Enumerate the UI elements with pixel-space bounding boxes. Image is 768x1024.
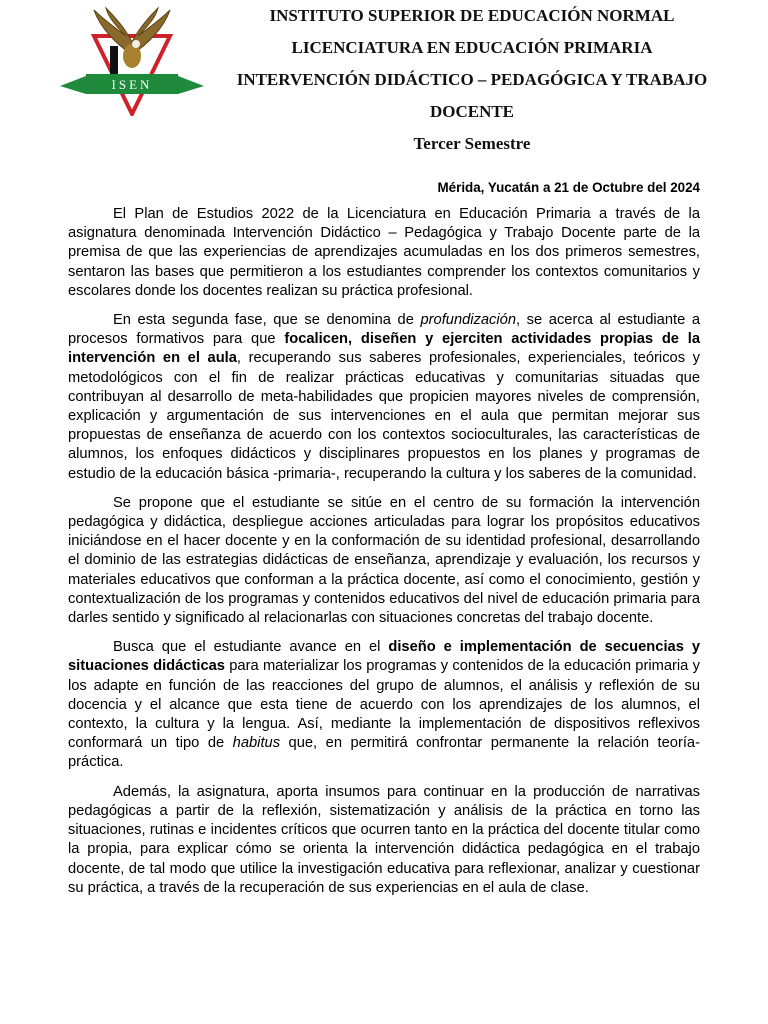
isen-logo — [56, 6, 208, 116]
document-body — [68, 205, 700, 908]
document-header — [222, 0, 722, 160]
institution-title: INSTITUTO SUPERIOR DE EDUCACIÓN NORMAL — [269, 6, 675, 25]
paragraph-3: Se propone que el estudiante se sitúe en el centro de su formación la intervención pedagógica y didáctica, despliegue acciones articuladas para lograr los propósitos educativos iniciándose en el hacer docente y en la conformación de su identidad profesional, desarrollando el dominio de las estrategias didácticas de enseñanza, aprendizaje y evaluación, los recursos y materiales educativos que conforman a la práctica docente, así como el conocimiento, gestión y contextualización de los programas y contenidos educativos del nivel de educación primaria para darles sentido y significado al relacionarlas con situaciones concretas del trabajo docente. — [68, 494, 700, 627]
semester-label: Tercer Semestre — [413, 134, 531, 153]
paragraph-4: Busca que el estudiante avance en el diseño e implementación de secuencias y situaciones didácticas para materializar los programas y contenidos de la educación primaria y los adapte en función de las reacciones del grupo de alumnos, el análisis y reflexión de su docencia y el alcance que esta tiene de acuerdo con los aprendizajes de los alumnos, el contexto, la cultura y la lengua. Así, mediante la implementación de dispositivos reflexivos conformará un tipo de habitus que, en permitirá confrontar permanente la relación teoría-práctica. — [68, 639, 700, 771]
program-title: LICENCIATURA EN EDUCACIÓN PRIMARIA — [291, 38, 653, 57]
logo-text: ISEN — [111, 77, 153, 92]
course-title-line2: DOCENTE — [429, 102, 515, 121]
course-title-line1: INTERVENCIÓN DIDÁCTICO – PEDAGÓGICA Y TRABAJO — [236, 70, 708, 89]
paragraph-5: Además, la asignatura, aporta insumos para continuar en la producción de narrativas pedagógicas a partir de la reflexión, sistematización y análisis de la práctica en torno las situaciones, rutinas e incidentes críticos que ocurren tanto en la práctica del docente titular como la propia, para explicar cómo se orienta la intervención didáctica pedagógica en el trabajo docente, de tal modo que utilice la investigación educativa para reflexionar, analizar y cuestionar su práctica, a través de la recuperación de sus experiencias en el aula de clase. — [68, 783, 700, 896]
paragraph-1: El Plan de Estudios 2022 de la Licenciatura en Educación Primaria a través de la asignatura denominada Intervención Didáctico – Pedagógica y Trabajo Docente parte de la premisa de que las experiencias de aprendizajes acumuladas en los dos primeros semestres, sentaron las bases que permitieron a los estudiantes comprender los contextos comunitarios y escolares donde los docentes realizan su práctica profesional. — [68, 206, 700, 299]
document-date: Mérida, Yucatán a 21 de Octubre del 2024 — [437, 180, 700, 195]
paragraph-2: En esta segunda fase, que se denomina de profundización, se acerca al estudiante a procesos formativos para que focalicen, diseñen y ejerciten actividades propias de la intervención en el aula, recuperando sus saberes profesionales, experienciales, teóricos y metodológicos con el fin de realizar prácticas educativas y comunitarias situadas que contribuyan al desarrollo de meta-habilidades que propicien mayores niveles de comprensión, explicación y argumentación de sus intervenciones en el aula que permitan mejorar sus propuestas de enseñanza de acuerdo con los contextos socioculturales, las características de alumnos, los enfoques didácticos y disciplinares propuestos en los planes y programas de estudio de la educación básica -primaria-, recuperando la cultura y los saberes de la comunidad. — [68, 312, 700, 482]
